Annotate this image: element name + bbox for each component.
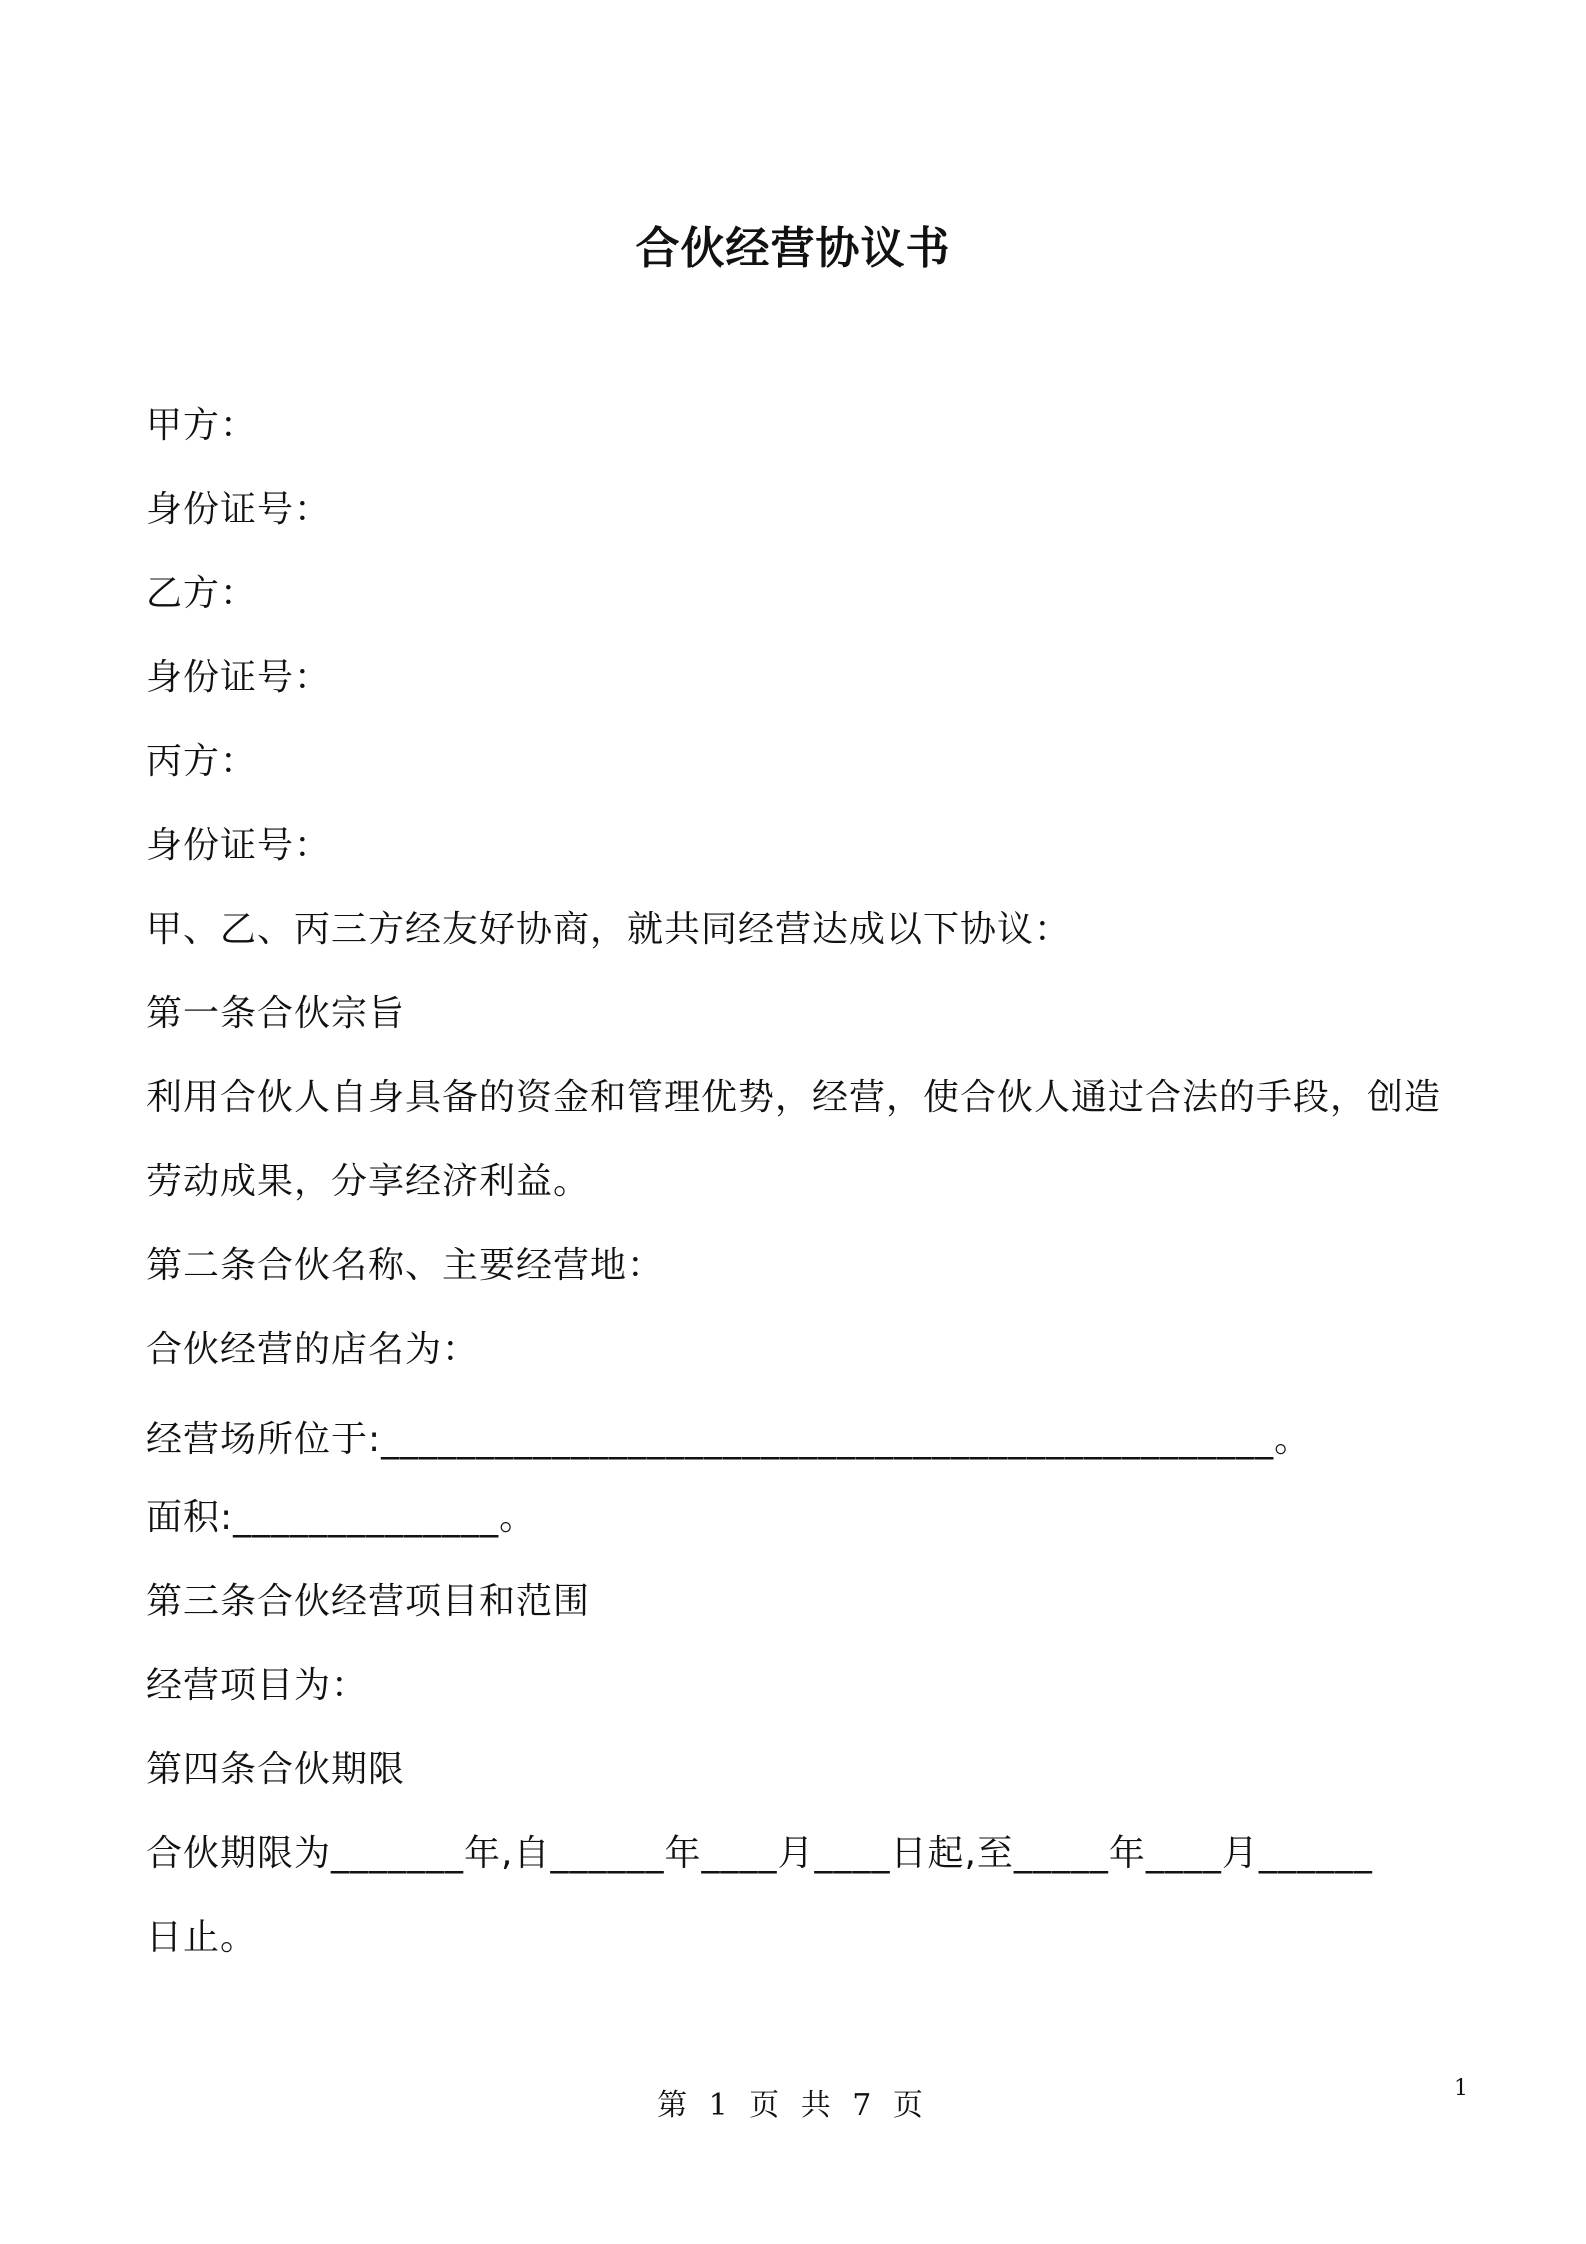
article-1-text-line-1: 利用合伙人自身具备的资金和管理优势，经营，使合伙人通过合法的手段，创造 — [146, 1077, 1442, 1118]
party-a-line: 甲方： — [146, 405, 258, 446]
agreement-intro: 甲、乙、丙三方经友好协商，就共同经营达成以下协议： — [146, 909, 1072, 950]
party-a-id-line: 身份证号： — [146, 489, 332, 530]
partnership-term-line-1: 合伙期限为_______年,自______年____月____日起,至_____年____月______ — [146, 1833, 1373, 1874]
article-1-heading: 第一条合伙宗旨 — [146, 993, 406, 1034]
party-b-line: 乙方： — [146, 573, 258, 614]
party-c-line: 丙方： — [146, 741, 258, 782]
store-name-line: 合伙经营的店名为： — [146, 1329, 480, 1370]
business-location-line: 经营场所位于:_______________________________________________。 — [146, 1419, 1312, 1460]
document-title: 合伙经营协议书 — [635, 223, 951, 274]
business-items-line: 经营项目为： — [146, 1665, 369, 1706]
article-2-heading: 第二条合伙名称、主要经营地： — [146, 1245, 665, 1286]
document-body — [146, 402, 1476, 1998]
area-line: 面积:______________。 — [146, 1497, 537, 1538]
party-b-id-line: 身份证号： — [146, 657, 332, 698]
article-1-text-line-2: 劳动成果，分享经济利益。 — [146, 1161, 591, 1202]
partnership-term-line-2: 日止。 — [146, 1917, 258, 1958]
article-3-heading: 第三条合伙经营项目和范围 — [146, 1581, 591, 1622]
page-number: 1 — [1454, 2076, 1468, 2101]
page-footer: 第 1 页 共 7 页 — [657, 2088, 929, 2123]
article-4-heading: 第四条合伙期限 — [146, 1749, 406, 1790]
party-c-id-line: 身份证号： — [146, 825, 332, 866]
